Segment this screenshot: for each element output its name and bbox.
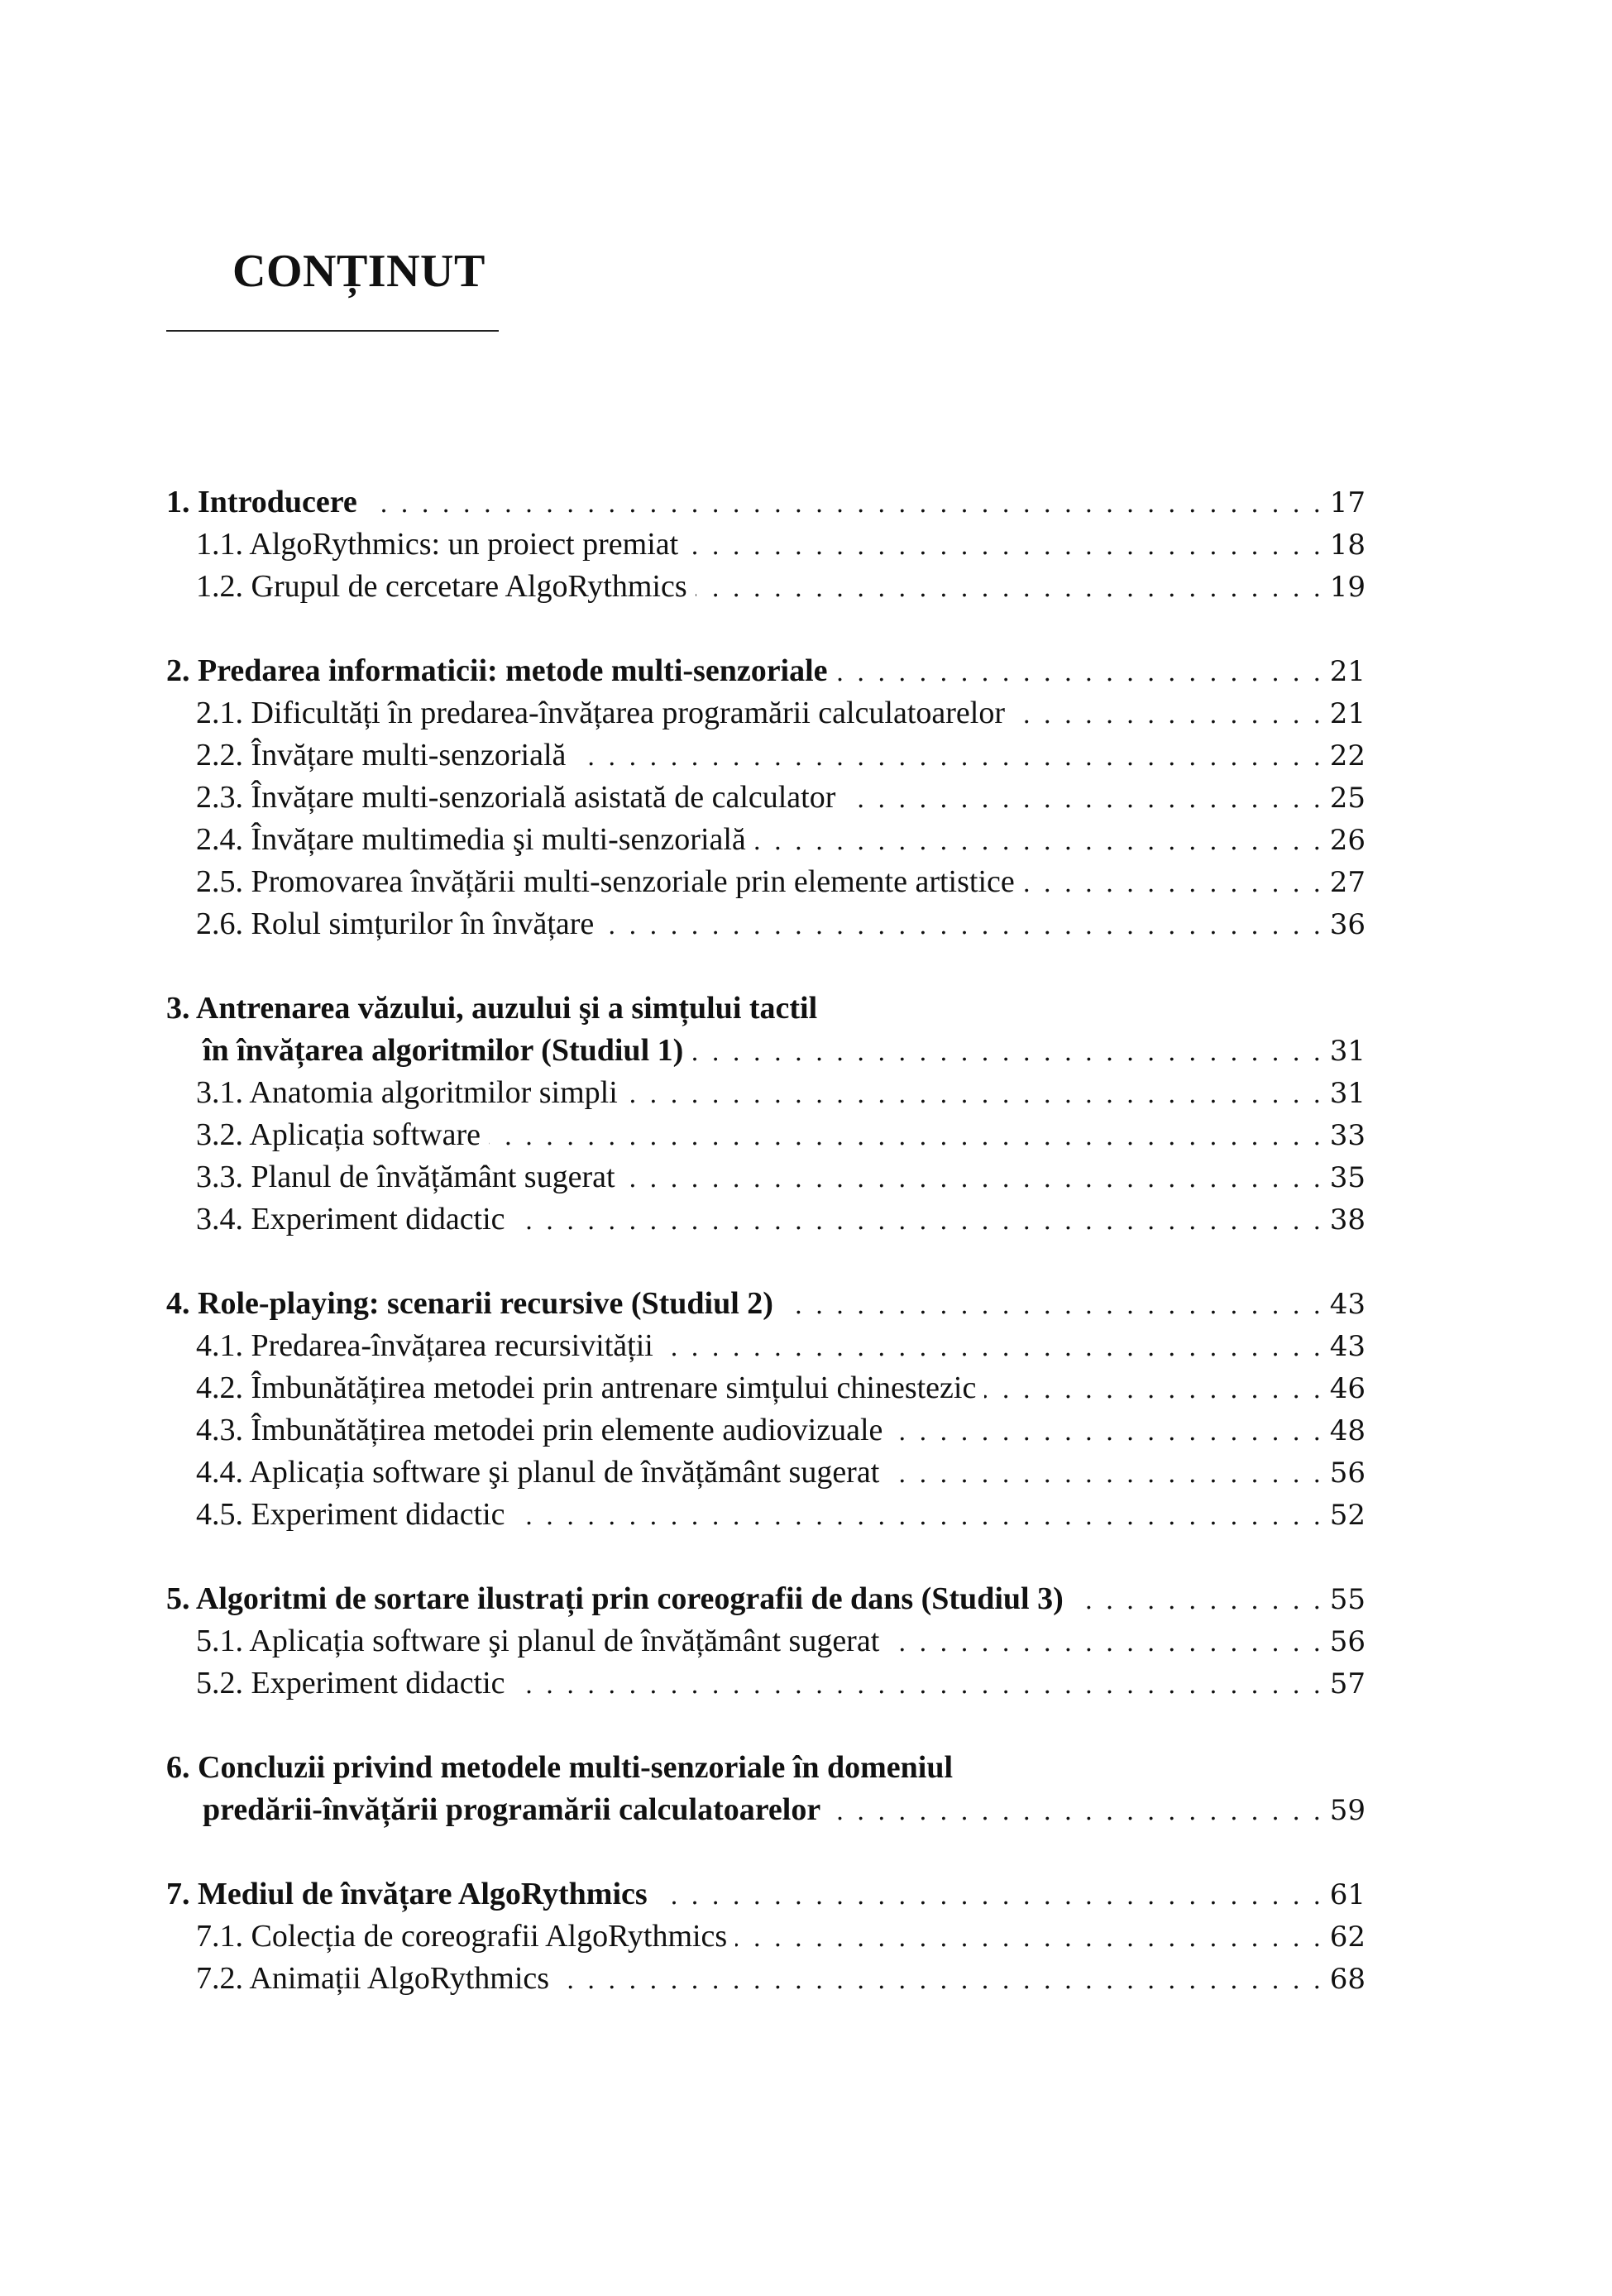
entry-title: 3. Antrenarea văzului, auzului şi a simțului tactil: [166, 991, 818, 1026]
toc-chapter-entry[interactable]: [166, 1747, 1366, 1789]
toc-section-entry[interactable]: [166, 1958, 1366, 2000]
dot-leader: [782, 1284, 1321, 1327]
dot-leader: [624, 1158, 1321, 1200]
dot-leader: [984, 1369, 1321, 1411]
entry-title: 2.3. Învățare multi-senzorială asistată de calculator: [196, 780, 836, 815]
dot-leader: [514, 1664, 1321, 1706]
toc-section-entry[interactable]: [166, 1916, 1366, 1958]
entry-title: 2.1. Dificultăți în predarea-învățarea programării calculatoarelor: [196, 696, 1005, 730]
dot-leader: [836, 652, 1321, 694]
toc-section-entry[interactable]: [166, 861, 1366, 903]
toc-section-entry[interactable]: [166, 1114, 1366, 1156]
entry-title: 3.4. Experiment didactic: [196, 1202, 505, 1236]
dot-leader: [891, 1411, 1321, 1453]
toc-chapter-entry[interactable]: [166, 481, 1366, 524]
dot-leader: [489, 1116, 1321, 1158]
toc-chapter-entry[interactable]: [166, 650, 1366, 692]
dot-leader: [754, 820, 1321, 863]
entry-title: 2.6. Rolul simțurilor în învățare: [196, 906, 595, 941]
dot-leader: [686, 525, 1321, 567]
entry-title: 7.1. Colecția de coreografii AlgoRythmics: [196, 1919, 728, 1954]
toc-section-entry[interactable]: [166, 524, 1366, 566]
page-number: 31: [1329, 1077, 1366, 1110]
page-number: 56: [1329, 1457, 1366, 1490]
page-number: 21: [1329, 697, 1366, 730]
dot-leader: [656, 1875, 1321, 1917]
dot-leader: [735, 1917, 1321, 1959]
page-number: 48: [1329, 1414, 1366, 1447]
dot-leader: [514, 1200, 1321, 1242]
dot-leader: [662, 1327, 1321, 1369]
entry-title: 7. Mediul de învățare AlgoRythmics: [166, 1877, 648, 1911]
entry-title: 5.1. Aplicația software şi planul de învățământ sugerat: [196, 1624, 880, 1658]
dot-leader: [574, 736, 1321, 778]
entry-title: predării-învățării programării calculatoarelor: [203, 1792, 821, 1827]
entry-title: 3.3. Planul de învățământ sugerat: [196, 1160, 615, 1194]
entry-title: 2.5. Promovarea învățării multi-senzoriale prin elemente artistice: [196, 864, 1015, 899]
toc-section-entry[interactable]: [166, 734, 1366, 777]
page-number: 17: [1329, 486, 1366, 519]
entry-title: 1. Introducere: [166, 485, 357, 519]
page-number: 57: [1329, 1667, 1366, 1700]
page-number: 25: [1329, 782, 1366, 815]
entry-title: 2.2. Învățare multi-senzorială: [196, 738, 567, 773]
entry-title: 1.2. Grupul de cercetare AlgoRythmics: [196, 569, 687, 604]
toc-chapter-entry[interactable]: [166, 1283, 1366, 1325]
table-of-contents: [166, 481, 1366, 2042]
entry-title: 6. Concluzii privind metodele multi-senzoriale în domeniul: [166, 1750, 954, 1785]
toc-section-entry[interactable]: [166, 692, 1366, 734]
page-number: 56: [1329, 1625, 1366, 1658]
entry-title: 4.2. Îmbunătățirea metodei prin antrenare simțului chinestezic: [196, 1370, 977, 1405]
page-number: 59: [1329, 1794, 1366, 1827]
page-number: 19: [1329, 571, 1366, 604]
page-number: 38: [1329, 1203, 1366, 1236]
toc-chapter-entry[interactable]: [166, 988, 1366, 1030]
dot-leader: [887, 1622, 1321, 1664]
toc-section-entry[interactable]: [166, 1325, 1366, 1367]
title-underline: [166, 330, 499, 332]
page-number: 46: [1329, 1372, 1366, 1405]
page-number: 52: [1329, 1499, 1366, 1532]
dot-leader: [626, 1074, 1321, 1116]
entry-title: 4. Role-playing: scenarii recursive (Studiul 2): [166, 1286, 773, 1321]
toc-group: [166, 1873, 1366, 2000]
dot-leader: [366, 483, 1321, 525]
toc-section-entry[interactable]: [166, 903, 1366, 945]
toc-section-entry[interactable]: [166, 1156, 1366, 1198]
entry-title: 3.2. Aplicația software: [196, 1117, 481, 1152]
page-number: 61: [1329, 1878, 1366, 1911]
toc-section-entry[interactable]: [166, 777, 1366, 819]
entry-title: 4.4. Aplicația software şi planul de învățământ sugerat: [196, 1455, 880, 1490]
toc-chapter-entry[interactable]: [166, 1578, 1366, 1620]
dot-leader: [1013, 694, 1321, 736]
dot-leader: [844, 778, 1321, 820]
page-number: 62: [1329, 1921, 1366, 1954]
toc-section-entry[interactable]: [166, 1494, 1366, 1536]
page-number: 43: [1329, 1288, 1366, 1321]
dot-leader: [696, 567, 1321, 610]
dot-leader: [514, 1495, 1321, 1538]
page-number: 55: [1329, 1583, 1366, 1616]
dot-leader: [557, 1959, 1321, 2002]
page-number: 22: [1329, 739, 1366, 773]
toc-section-entry[interactable]: [166, 1452, 1366, 1494]
toc-group: [166, 1578, 1366, 1705]
toc-section-entry[interactable]: [166, 1198, 1366, 1241]
toc-chapter-entry[interactable]: [166, 1789, 1366, 1831]
toc-section-entry[interactable]: [166, 1662, 1366, 1705]
entry-title: 4.5. Experiment didactic: [196, 1497, 505, 1532]
toc-section-entry[interactable]: [166, 566, 1366, 608]
toc-chapter-entry[interactable]: [166, 1030, 1366, 1072]
page-number: 26: [1329, 824, 1366, 857]
page-number: 31: [1329, 1035, 1366, 1068]
entry-title: 3.1. Anatomia algoritmilor simpli: [196, 1075, 618, 1110]
page-number: 35: [1329, 1161, 1366, 1194]
entry-title: 5.2. Experiment didactic: [196, 1666, 505, 1700]
entry-title: 4.1. Predarea-învățarea recursivității: [196, 1328, 653, 1363]
entry-title: 1.1. AlgoRythmics: un proiect premiat: [196, 527, 679, 562]
page-number: 27: [1329, 866, 1366, 899]
dot-leader: [602, 905, 1321, 947]
page-number: 36: [1329, 908, 1366, 941]
toc-section-entry[interactable]: [166, 1367, 1366, 1409]
toc-group: [166, 481, 1366, 608]
entry-title: 2.4. Învățare multimedia şi multi-senzorială: [196, 822, 746, 857]
page-number: 18: [1329, 529, 1366, 562]
toc-section-entry[interactable]: [166, 1409, 1366, 1452]
entry-title: 4.3. Îmbunătățirea metodei prin elemente audiovizuale: [196, 1413, 883, 1447]
toc-group: [166, 1283, 1366, 1536]
page-number: 68: [1329, 1963, 1366, 1996]
toc-section-entry[interactable]: [166, 819, 1366, 861]
page-number: 21: [1329, 655, 1366, 688]
page-number: 43: [1329, 1330, 1366, 1363]
toc-group: [166, 1747, 1366, 1831]
entry-title: 5. Algoritmi de sortare ilustrați prin coreografii de dans (Studiul 3): [166, 1581, 1064, 1616]
entry-title: 2. Predarea informaticii: metode multi-senzoriale: [166, 653, 828, 688]
dot-leader: [691, 1031, 1321, 1074]
dot-leader: [1072, 1580, 1321, 1622]
page-title: CONȚINUT: [232, 246, 486, 297]
toc-chapter-entry[interactable]: [166, 1873, 1366, 1916]
toc-section-entry[interactable]: [166, 1620, 1366, 1662]
entry-title: în învățarea algoritmilor (Studiul 1): [203, 1033, 684, 1068]
toc-group: [166, 650, 1366, 945]
entry-title: 7.2. Animații AlgoRythmics: [196, 1961, 550, 1996]
toc-group: [166, 988, 1366, 1241]
dot-leader: [1023, 863, 1321, 905]
toc-section-entry[interactable]: [166, 1072, 1366, 1114]
page-number: 33: [1329, 1119, 1366, 1152]
dot-leader: [829, 1791, 1321, 1833]
dot-leader: [887, 1453, 1321, 1495]
